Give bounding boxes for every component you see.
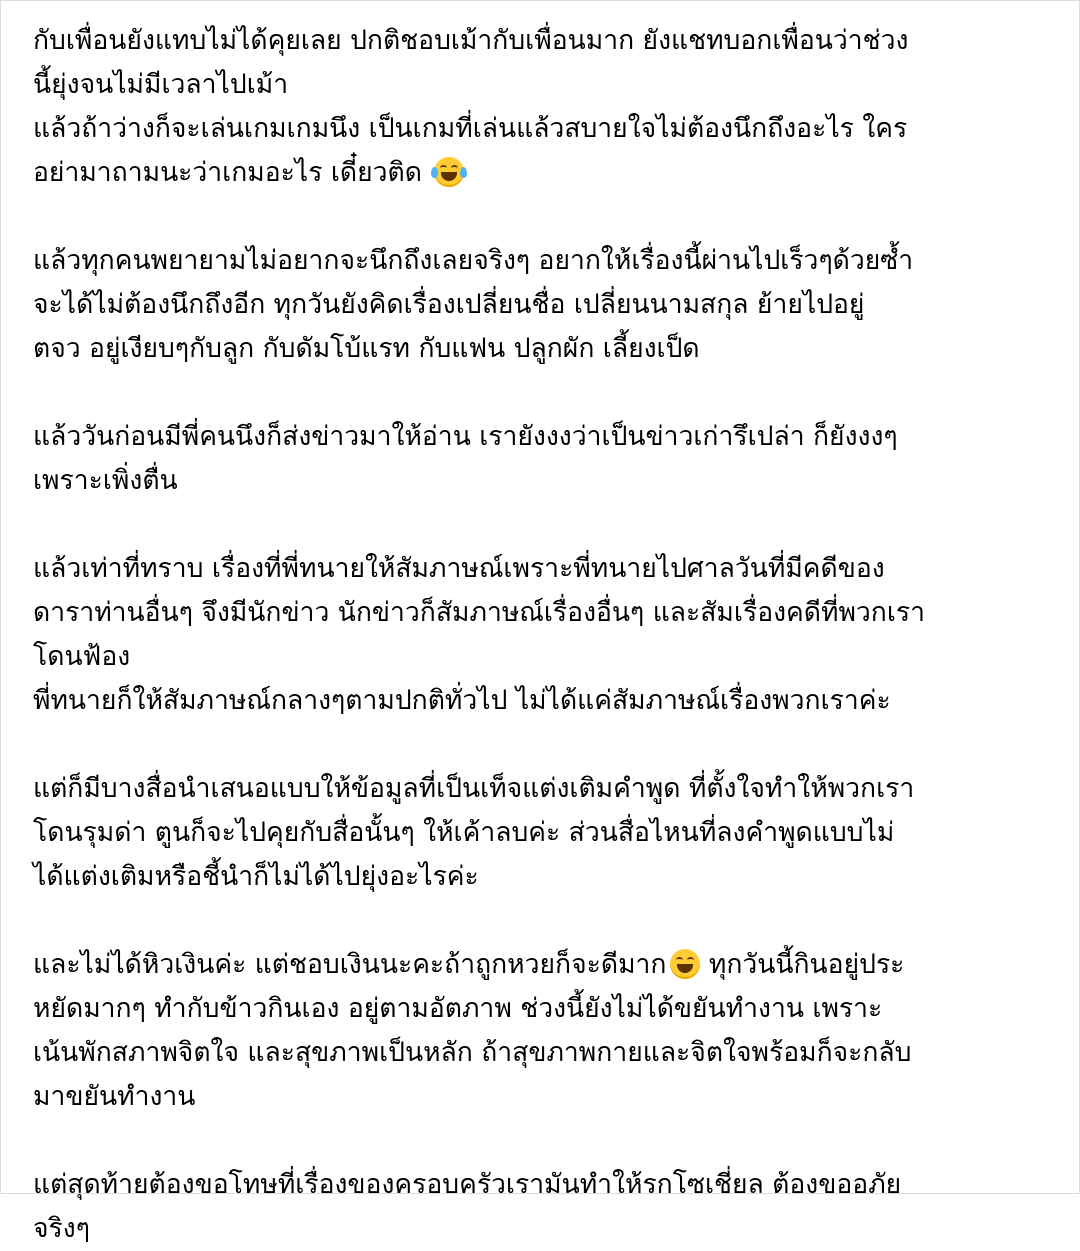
- text-line: แล้วทุกคนพยายามไม่อยากจะนึกถึงเลยจริงๆ อยากให้เรื่องนี้ผ่านไปเร็วๆด้วยซ้ำ: [33, 245, 914, 276]
- text-line: พี่ทนายก็ให้สัมภาษณ์กลางๆตามปกติทั่วไป ไม่ได้แค่สัมภาษณ์เรื่องพวกเราค่ะ: [33, 685, 891, 716]
- paragraph-gap: [33, 1119, 1063, 1163]
- text-line: จะได้ไม่ต้องนึกถึงอีก ทุกวันยังคิดเรื่องเปลี่ยนชื่อ เปลี่ยนนามสกุล ย้ายไปอยู่: [33, 289, 865, 320]
- text-line: [33, 151, 1063, 195]
- text-line: โดนรุมด่า ตูนก็จะไปคุยกับสื่อนั้นๆ ให้เค้าลบค่ะ ส่วนสื่อไหนที่ลงคำพูดแบบไม่: [33, 817, 895, 848]
- text-line: แล้วเท่าที่ทราบ เรื่องที่พี่ทนายให้สัมภาษณ์เพราะพี่ทนายไปศาลวันที่มีคดีของ: [33, 553, 885, 584]
- text-line-content: ทุกวันนี้กินอยู่ประ: [700, 949, 905, 980]
- text-line: แต่สุดท้ายต้องขอโทษที่เรื่องของครอบครัวเรามันทำให้รกโซเชี่ยล ต้องขออภัย: [33, 1169, 902, 1200]
- text-line: ได้แต่งเติมหรือชี้นำก็ไม่ได้ไปยุ่งอะไรค่ะ: [33, 861, 479, 892]
- paragraph: [33, 767, 1063, 899]
- text-line: แต่ก็มีบางสื่อนำเสนอแบบให้ข้อมูลที่เป็นเท็จแต่งเติมคำพูด ที่ตั้งใจทำให้พวกเรา: [33, 773, 915, 804]
- paragraph: [33, 547, 1063, 723]
- text-line: หยัดมากๆ ทำกับข้าวกินเอง อยู่ตามอัตภาพ ช่วงนี้ยังไม่ได้ขยันทำงาน เพราะ: [33, 993, 883, 1024]
- text-line: ตจว อยู่เงียบๆกับลูก กับดัมโบ้แรท กับแฟน ปลูกผัก เลี้ยงเป็ด: [33, 333, 700, 364]
- text-line: เพราะเพิ่งตื่น: [33, 465, 178, 496]
- text-line-content: อย่ามาถามนะว่าเกมอะไร เดี๋ยวติด: [33, 157, 422, 188]
- face-with-tears-of-joy-icon: [434, 157, 464, 187]
- paragraph-gap: [33, 371, 1063, 415]
- text-line: แล้วถ้าว่างก็จะเล่นเกมเกมนึง เป็นเกมที่เล่นแล้วสบายใจไม่ต้องนึกถึงอะไร ใคร: [33, 113, 908, 144]
- text-line: แล้ววันก่อนมีพี่คนนึงก็ส่งข่าวมาให้อ่าน เรายังงงว่าเป็นข่าวเก่ารึเปล่า ก็ยังงงๆ: [33, 421, 898, 452]
- post-body-text: [33, 19, 1063, 1251]
- paragraph-gap: [33, 195, 1063, 239]
- grinning-squinting-face-icon: [670, 949, 700, 979]
- paragraph: [33, 1163, 1063, 1251]
- text-line: มาขยันทำงาน: [33, 1081, 196, 1112]
- paragraph: [33, 239, 1063, 371]
- text-line-content: และไม่ได้หิวเงินค่ะ แต่ชอบเงินนะคะถ้าถูกหวยก็จะดีมาก: [33, 949, 667, 980]
- text-line: โดนฟ้อง: [33, 641, 131, 672]
- paragraph-gap: [33, 503, 1063, 547]
- text-line: ดาราท่านอื่นๆ จึงมีนักข่าว นักข่าวก็สัมภาษณ์เรื่องอื่นๆ และสัมเรื่องคดีที่พวกเรา: [33, 597, 926, 628]
- text-line: [33, 943, 1063, 987]
- paragraph-gap: [33, 899, 1063, 943]
- text-line: เน้นพักสภาพจิตใจ และสุขภาพเป็นหลัก ถ้าสุขภาพกายและจิตใจพร้อมก็จะกลับ: [33, 1037, 912, 1068]
- paragraph: [33, 943, 1063, 1119]
- text-line: นี้ยุ่งจนไม่มีเวลาไปเม้า: [33, 69, 289, 100]
- paragraph-gap: [33, 723, 1063, 767]
- paragraph: [33, 415, 1063, 503]
- text-line: กับเพื่อนยังแทบไม่ได้คุยเลย ปกติชอบเม้ากับเพื่อนมาก ยังแชทบอกเพื่อนว่าช่วง: [33, 25, 909, 56]
- paragraph: [33, 19, 1063, 195]
- text-line: จริงๆ: [33, 1213, 90, 1244]
